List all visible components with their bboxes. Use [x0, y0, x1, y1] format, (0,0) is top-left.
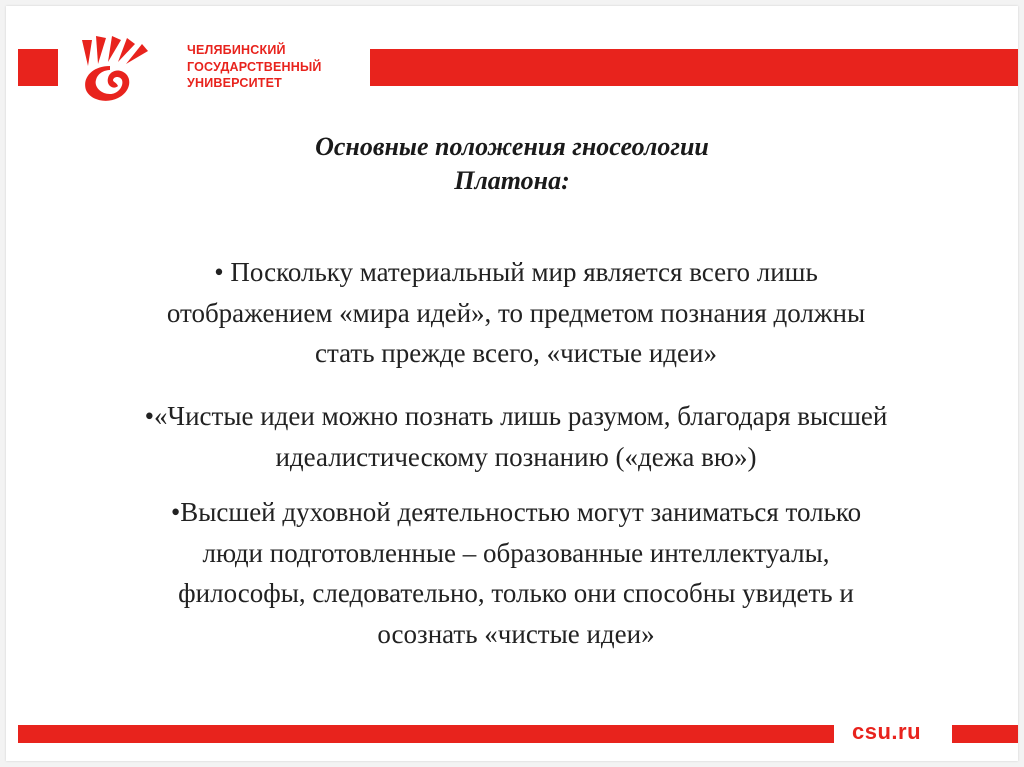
logo-line-1: ЧЕЛЯБИНСКИЙ	[187, 43, 286, 57]
university-logo-text	[187, 42, 322, 92]
logo-line-2: ГОСУДАРСТВЕННЫЙ	[187, 59, 322, 74]
header-bar-right	[370, 49, 1018, 86]
paragraph-3-line-2: люди подготовленные – образованные интеллектуалы,	[202, 537, 830, 568]
bullet-paragraph-1	[36, 252, 996, 374]
footer-url-link[interactable]: csu.ru	[852, 719, 922, 744]
paragraph-2-line-2: идеалистическому познанию («дежа вю»)	[275, 441, 757, 472]
footer-bar-left	[18, 725, 834, 743]
slide	[6, 6, 1018, 761]
paragraph-3-line-1: •Высшей духовной деятельностью могут заниматься только	[170, 497, 862, 527]
bullet-paragraph-3	[36, 492, 996, 654]
title-line-2: Платона:	[454, 166, 570, 195]
paragraph-3-line-3: философы, следовательно, только они способны увидеть и	[178, 578, 854, 608]
bullet-paragraph-2	[36, 396, 996, 477]
paragraph-1-line-1: • Поскольку материальный мир является всего лишь	[214, 257, 818, 287]
title-line-1: Основные положения гносеологии	[315, 132, 709, 161]
paragraph-3-line-4: осознать «чистые идеи»	[377, 618, 655, 649]
slide-title	[6, 130, 1018, 198]
header-bar-left	[18, 49, 58, 86]
footer-bar-right	[952, 725, 1018, 743]
paragraph-1-line-2: отображением «мира идей», то предметом познания должны	[166, 297, 866, 328]
logo-line-3: УНИВЕРСИТЕТ	[187, 76, 282, 90]
paragraph-1-line-3: стать прежде всего, «чистые идеи»	[315, 338, 717, 368]
spiral-shell-icon	[80, 36, 180, 102]
paragraph-2-line-1: •«Чистые идеи можно познать лишь разумом, благодаря высшей	[144, 401, 888, 431]
